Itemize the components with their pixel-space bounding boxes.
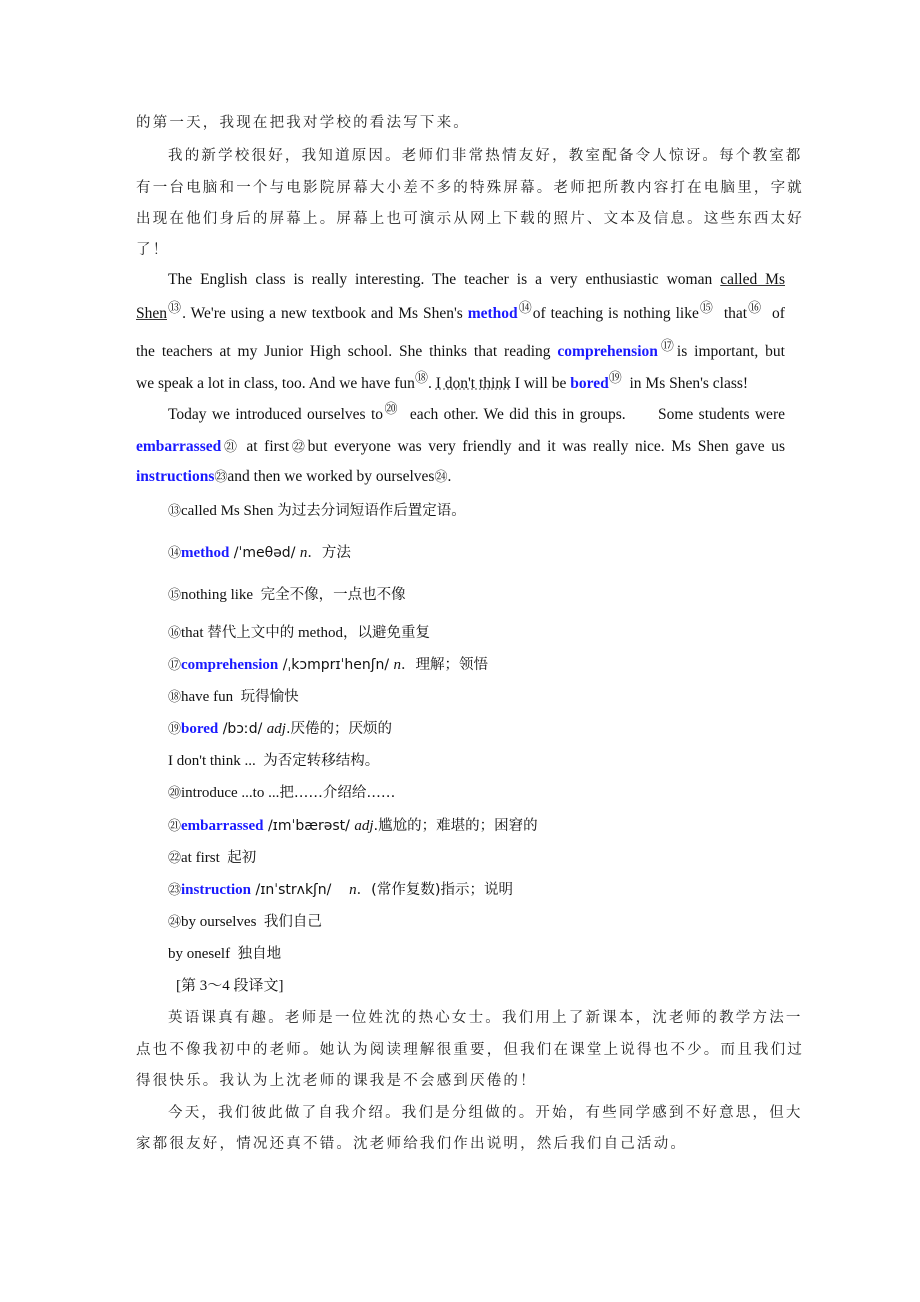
note-cn: 起初 — [227, 850, 257, 866]
text-span: at first — [239, 438, 290, 455]
note-21 — [168, 816, 538, 837]
english-para3-line2 — [136, 301, 785, 324]
note-19 — [168, 719, 392, 740]
text-span: in Ms Shen's class! — [621, 375, 749, 392]
note-pos: n — [299, 545, 308, 561]
note-cn: 为否定转移结构。 — [263, 753, 380, 769]
translation-para4-line2: 家都很友好，情况还真不错。沈老师给我们作出说明，然后我们自己活动。 — [136, 1136, 688, 1152]
note-keyword: bored — [181, 721, 219, 737]
text-span: and then we worked by ourselves — [227, 468, 435, 485]
note-20 — [168, 783, 395, 804]
note-cn: ．方法 — [307, 545, 351, 561]
text-span: that — [713, 305, 748, 322]
note-phonetic: /ɪmˈbærəst/ — [263, 818, 355, 834]
note-marker: ⑮ — [168, 588, 182, 603]
translation-para3-line2: 点也不像我初中的老师。她认为阅读理解很重要，但我们在课堂上说得也不少。而且我们过 — [136, 1042, 804, 1058]
note-marker-22: ㉒ — [289, 440, 308, 455]
note-cn: 完全不像，一点也不像 — [260, 587, 406, 603]
english-para3-line1 — [136, 270, 785, 290]
text-span: but everyone was very friendly and it was really nice. Ms Shen gave us — [307, 438, 785, 455]
note-en: called Ms Shen — [181, 503, 278, 519]
note-marker-14: ⑭ — [517, 301, 533, 316]
note-13 — [168, 501, 466, 522]
note-marker-16: ⑯ — [747, 301, 763, 316]
note-phonetic: /bɔːd/ — [218, 721, 267, 737]
chinese-para2-line2: 有一台电脑和一个与电影院屏幕大小差不多的特殊屏幕。老师把所教内容打在电脑里，字就 — [136, 180, 804, 196]
note-cn: 把……介绍给…… — [279, 785, 396, 801]
note-en: introduce ...to ... — [181, 785, 280, 801]
note-by-oneself — [168, 944, 281, 964]
note-cn: .尴尬的；难堪的；困窘的 — [373, 818, 538, 834]
text-span: of — [762, 305, 785, 322]
translation-para3-line1: 英语课真有趣。老师是一位姓沈的热心女士。我们用上了新课本，沈老师的教学方法一 — [168, 1010, 803, 1026]
note-marker-17: ⑰ — [657, 339, 677, 354]
note-phonetic: /ˈmeθəd/ — [229, 545, 300, 561]
note-22 — [168, 848, 256, 869]
note-cn: 独自地 — [237, 946, 282, 962]
note-marker-13: ⑬ — [167, 301, 183, 316]
note-cn: 为过去分词短语作后置定语。 — [277, 503, 466, 519]
note-en: at first — [181, 850, 228, 866]
note-16 — [168, 623, 430, 644]
note-en: have fun — [181, 689, 241, 705]
note-phonetic: /ˌkɔmprɪˈhenʃn/ — [278, 657, 394, 673]
text-span: The English class is really interesting. The teacher is a very enthusiastic woman — [168, 271, 721, 288]
note-pos: adj — [354, 818, 374, 834]
note-en: by oneself — [168, 946, 238, 962]
note-en: method — [294, 625, 344, 641]
note-24 — [168, 912, 322, 933]
note-keyword: method — [181, 545, 230, 561]
underlined-phrase-dont-think: I don't think — [435, 375, 511, 392]
note-cn: 替代上文中的 — [207, 625, 295, 641]
note-dont-think — [168, 751, 379, 771]
note-pos: adj — [266, 721, 286, 737]
chinese-para2-line3: 出现在他们身后的屏幕上。屏幕上也可演示从网上下载的照片、文本及信息。这些东西太好 — [136, 211, 804, 227]
text-span: Today we introduced ourselves to — [168, 406, 384, 423]
note-keyword: comprehension — [181, 657, 279, 673]
note-marker: ⑲ — [168, 722, 182, 737]
text-span: each other. We did this in groups. Some students were — [399, 406, 785, 423]
english-para3-line4 — [136, 371, 749, 394]
note-marker: ⑰ — [168, 658, 182, 673]
underlined-phrase: Shen — [136, 305, 167, 322]
note-en: that — [181, 625, 208, 641]
note-15 — [168, 585, 406, 606]
text-span: the teachers at my Junior High school. She thinks that reading — [136, 343, 558, 360]
text-span: of teaching is nothing like — [532, 305, 699, 322]
text-span: . — [447, 468, 452, 485]
translation-para3-line3: 得很快乐。我认为上沈老师的课我是不会感到厌倦的！ — [136, 1073, 537, 1089]
note-marker-20: ⑳ — [383, 402, 400, 417]
note-marker: ㉔ — [168, 915, 182, 930]
note-marker: ㉒ — [168, 851, 182, 866]
note-18 — [168, 687, 299, 708]
keyword-bored: bored — [570, 375, 609, 392]
text-span: . — [427, 375, 436, 392]
note-cn: 玩得愉快 — [240, 689, 299, 705]
text-span: . We're using a new textbook and Ms Shen's — [182, 305, 468, 322]
note-keyword: instruction — [181, 882, 252, 898]
chinese-intro-line: 的第一天，我现在把我对学校的看法写下来。 — [136, 115, 470, 131]
note-marker: ㉓ — [168, 883, 182, 898]
note-cn: ．理解；领悟 — [401, 657, 488, 673]
note-marker: ⑬ — [168, 504, 182, 519]
keyword-instructions: instructions — [136, 468, 215, 485]
english-para4-line3 — [136, 467, 451, 488]
note-cn: ，以避免重复 — [343, 625, 431, 641]
note-keyword: embarrassed — [181, 818, 264, 834]
note-marker-21: ㉑ — [221, 440, 240, 455]
note-marker: ⑯ — [168, 626, 182, 641]
text-span: is important, but — [676, 343, 785, 360]
note-cn: 我们自己 — [263, 914, 322, 930]
note-marker-15: ⑮ — [698, 301, 714, 316]
keyword-comprehension: comprehension — [557, 343, 658, 360]
note-marker-18: ⑱ — [414, 371, 428, 386]
note-marker-23: ㉓ — [214, 470, 228, 485]
text-span: I will be — [510, 375, 571, 392]
note-marker: ㉑ — [168, 819, 182, 834]
note-en: by ourselves — [181, 914, 264, 930]
translation-para4-line1: 今天，我们彼此做了自我介绍。我们是分组做的。开始，有些同学感到不好意思，但大 — [168, 1105, 803, 1121]
translation-heading: [第 3～4 段译文] — [176, 978, 284, 994]
keyword-embarrassed: embarrassed — [136, 438, 222, 455]
english-para4-line1 — [136, 402, 785, 425]
note-marker: ⑭ — [168, 546, 182, 561]
chinese-para2-line1: 我的新学校很好，我知道原因。老师们非常热情友好，教室配备令人惊讶。每个教室都 — [168, 148, 803, 164]
note-cn: ．(常作复数)指示；说明 — [356, 882, 513, 898]
note-pos: n — [349, 882, 357, 898]
underlined-phrase: called Ms — [720, 271, 785, 288]
note-pos: n — [393, 657, 401, 673]
note-marker: ⑱ — [168, 690, 182, 705]
note-marker: ⑳ — [168, 786, 182, 801]
text-span: we speak a lot in class, too. And we have fun — [136, 375, 415, 392]
chinese-para2-line4: 了！ — [136, 242, 170, 258]
note-marker-24: ㉔ — [434, 470, 448, 485]
note-marker-19: ⑲ — [608, 371, 622, 386]
note-en: I don't think ... — [168, 753, 264, 769]
note-14 — [168, 543, 351, 564]
english-para4-line2 — [136, 437, 785, 458]
keyword-method: method — [467, 305, 518, 322]
note-17 — [168, 655, 488, 676]
note-en: nothing like — [181, 587, 261, 603]
note-23 — [168, 880, 513, 901]
note-phonetic: /ɪnˈstrʌkʃn/ — [251, 882, 350, 898]
english-para3-line3 — [136, 339, 785, 362]
note-cn: .厌倦的；厌烦的 — [285, 721, 393, 737]
